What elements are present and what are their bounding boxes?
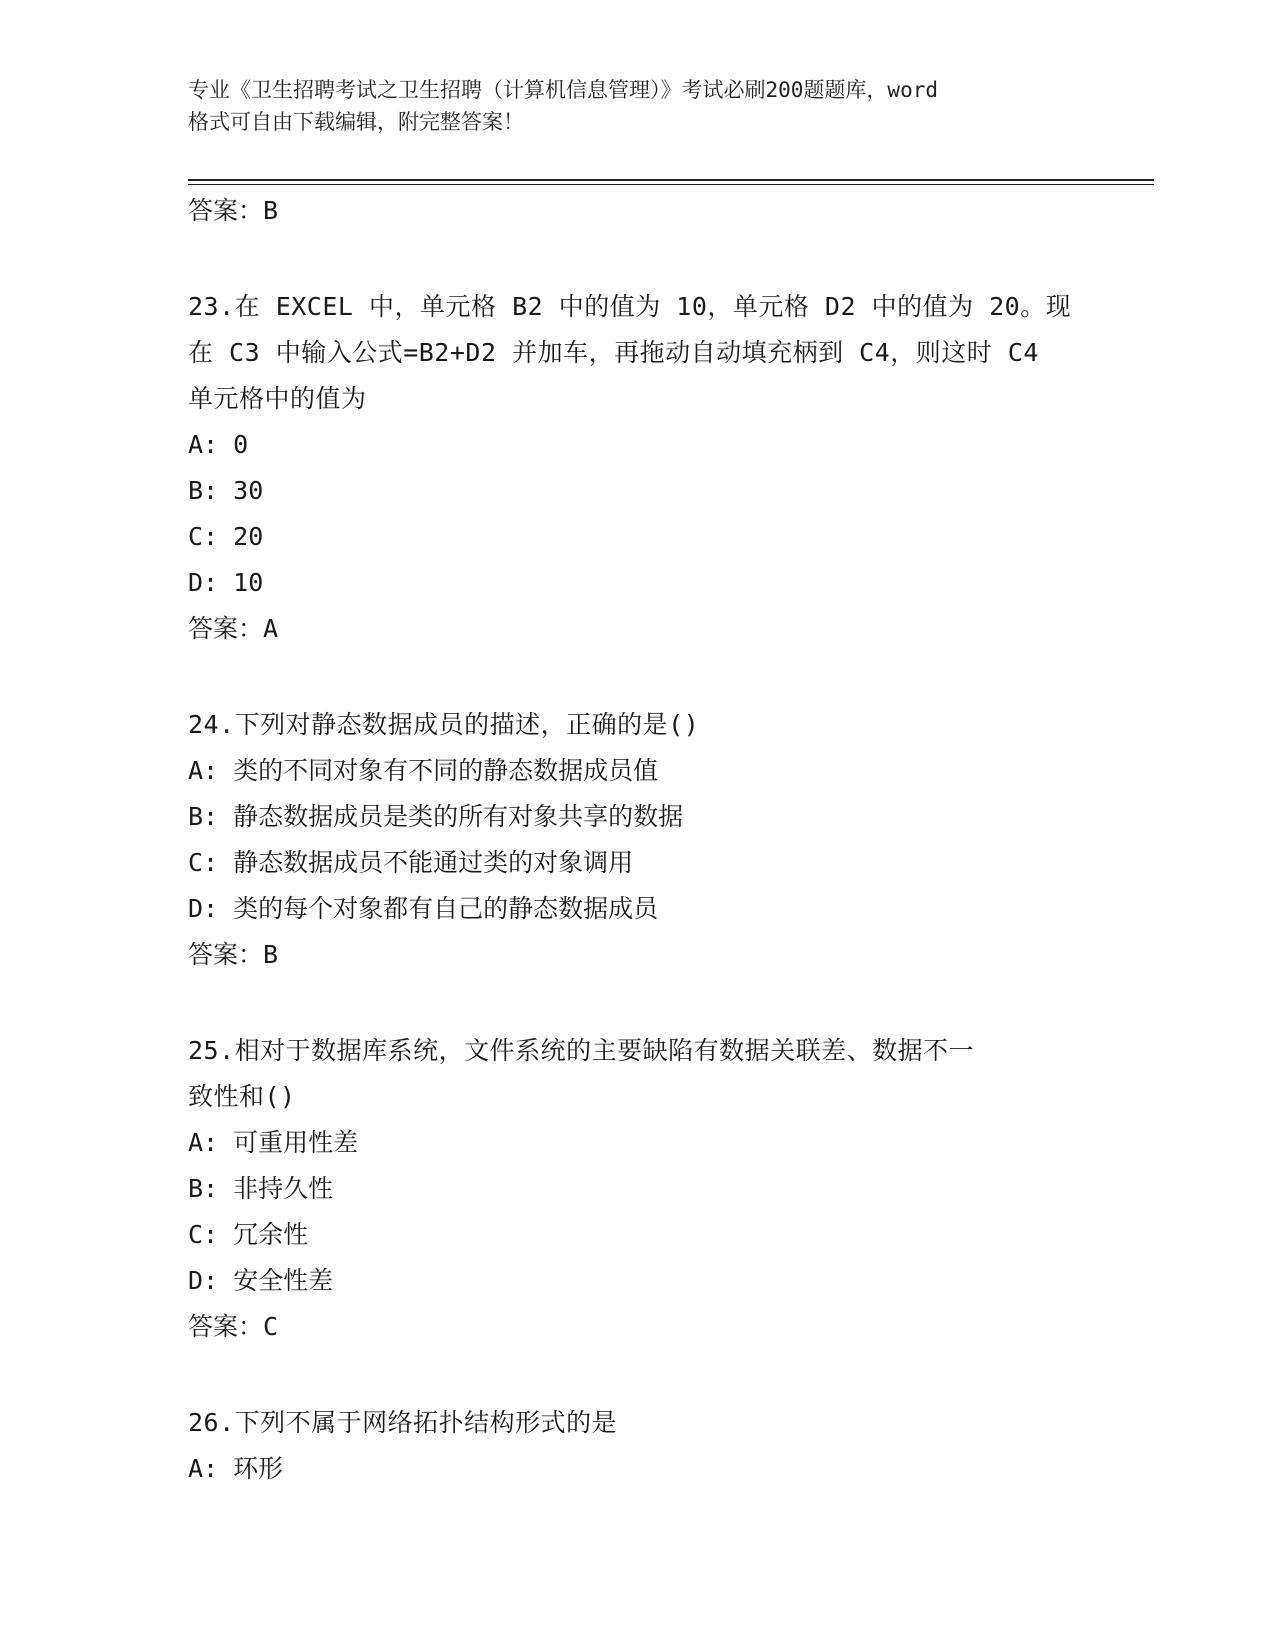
option-a: A: 0 xyxy=(188,430,249,459)
header-title-line-2: 格式可自由下载编辑，附完整答案！ xyxy=(188,110,524,134)
question-block-23 xyxy=(188,284,1088,652)
option-a: A: 环形 xyxy=(188,1454,284,1483)
question-text-line: 在 C3 中输入公式=B2+D2 并加车，再拖动自动填充柄到 C4，则这时 C4 xyxy=(188,338,1039,367)
option-c: C: 冗余性 xyxy=(188,1220,309,1249)
question-block-24 xyxy=(188,702,1088,978)
header-rule-thick xyxy=(188,179,1154,181)
header-title-line-1: 专业《卫生招聘考试之卫生招聘（计算机信息管理）》考试必刷200题题库，word xyxy=(188,78,938,102)
previous-answer: 答案：B xyxy=(188,196,279,225)
answer-line: 答案：C xyxy=(188,1312,279,1341)
document-header xyxy=(188,74,1088,138)
question-text-line: 26.下列不属于网络拓扑结构形式的是 xyxy=(188,1408,618,1437)
option-c: C: 20 xyxy=(188,522,264,551)
option-d: D: 类的每个对象都有自己的静态数据成员 xyxy=(188,894,659,923)
question-text-line: 24.下列对静态数据成员的描述，正确的是() xyxy=(188,710,700,739)
option-a: A: 类的不同对象有不同的静态数据成员值 xyxy=(188,756,659,785)
question-text-line: 23.在 EXCEL 中，单元格 B2 中的值为 10，单元格 D2 中的值为 20。现 xyxy=(188,292,1072,321)
question-text-line: 单元格中的值为 xyxy=(188,384,367,413)
option-b: B: 30 xyxy=(188,476,264,505)
option-b: B: 静态数据成员是类的所有对象共享的数据 xyxy=(188,802,684,831)
option-b: B: 非持久性 xyxy=(188,1174,334,1203)
option-c: C: 静态数据成员不能通过类的对象调用 xyxy=(188,848,634,877)
answer-line: 答案：A xyxy=(188,614,279,643)
question-block-25 xyxy=(188,1028,1088,1350)
option-d: D: 10 xyxy=(188,568,264,597)
question-text-line: 致性和() xyxy=(188,1082,296,1111)
question-text-line: 25.相对于数据库系统，文件系统的主要缺陷有数据关联差、数据不一 xyxy=(188,1036,975,1065)
question-content xyxy=(188,188,1088,1492)
option-a: A: 可重用性差 xyxy=(188,1128,359,1157)
header-rule-thin xyxy=(188,184,1154,185)
answer-line: 答案：B xyxy=(188,940,279,969)
question-block-26 xyxy=(188,1400,1088,1492)
option-d: D: 安全性差 xyxy=(188,1266,334,1295)
